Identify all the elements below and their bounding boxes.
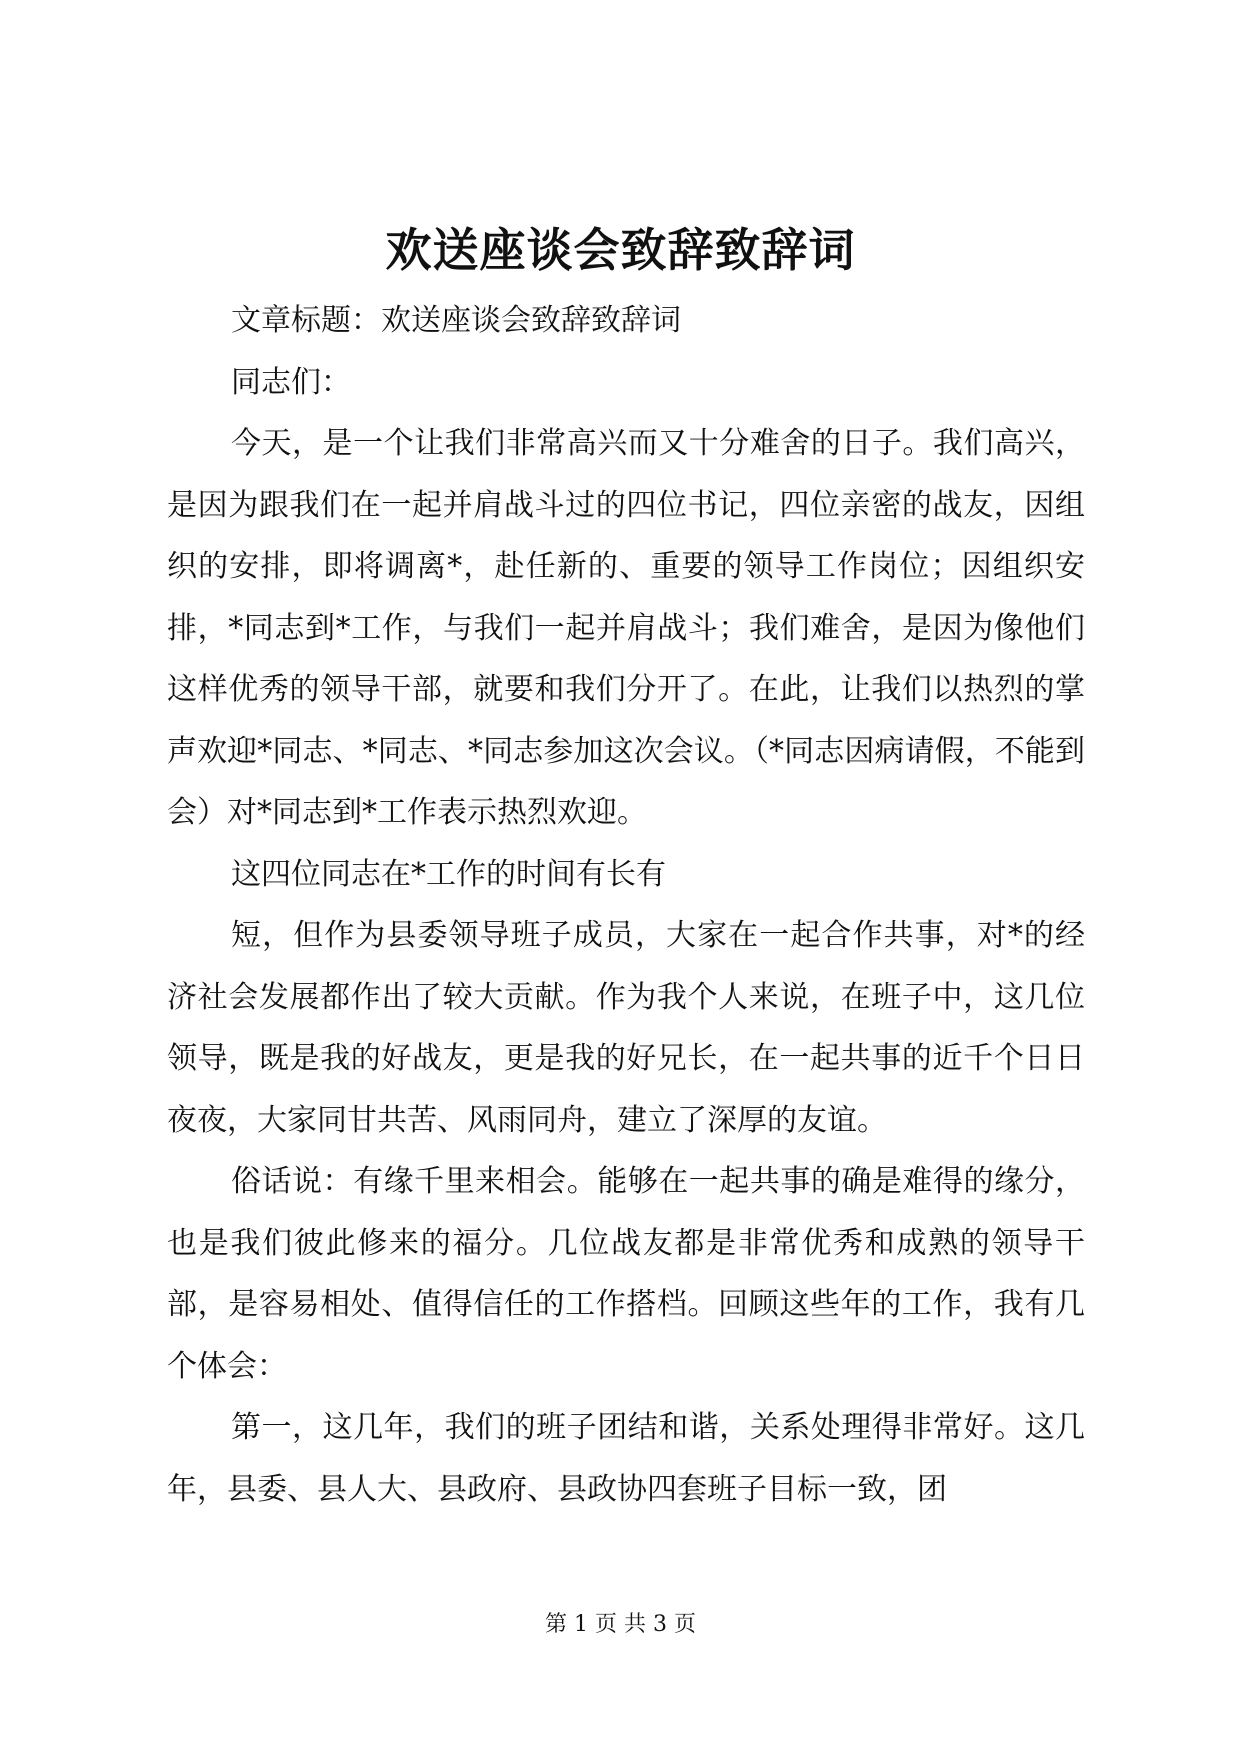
paragraph-contributions: 短，但作为县委领导班子成员，大家在一起合作共事，对*的经济社会发展都作出了较大贡献。作为我个人来说，在班子中，这几位领导，既是我的好战友，更是我的好兄长，在一起共事的近千个日日夜夜，大家同甘共苦、风雨同舟，建立了深厚的友谊。: [167, 918, 1085, 1138]
page-footer: 第 1 页 共 3 页: [545, 1612, 696, 1637]
paragraph-article-title: 文章标题：欢送座谈会致辞致辞词: [231, 303, 681, 338]
paragraph-opening: 今天，是一个让我们非常高兴而又十分难舍的日子。我们高兴，是因为跟我们在一起并肩战斗过的四位书记，四位亲密的战友，因组织的安排，即将调离*，赴任新的、重要的领导工作岗位；因组织安排，*同志到*工作，与我们一起并肩战斗；我们难舍，是因为像他们这样优秀的领导干部，就要和我们分开了。在此，让我们以热烈的掌声欢迎*同志、*同志、*同志参加这次会议。（*同志因病请假，不能到会）对*同志到*工作表示热烈欢迎。: [167, 426, 1085, 830]
document-body: [167, 290, 1085, 1520]
paragraph-salutation: 同志们：: [231, 364, 351, 400]
paragraph-first-point: 第一，这几年，我们的班子团结和谐，关系处理得非常好。这几年，县委、县人大、县政府、县政协四套班子目标一致，团: [167, 1410, 1085, 1507]
paragraph-four-comrades: 这四位同志在*工作的时间有长有: [231, 856, 666, 892]
document-title: 欢送座谈会致辞致辞词: [385, 223, 856, 277]
paragraph-saying: 俗话说：有缘千里来相会。能够在一起共事的确是难得的缘分，也是我们彼此修来的福分。几位战友都是非常优秀和成熟的领导干部，是容易相处、值得信任的工作搭档。回顾这些年的工作，我有几个体会：: [167, 1164, 1085, 1384]
